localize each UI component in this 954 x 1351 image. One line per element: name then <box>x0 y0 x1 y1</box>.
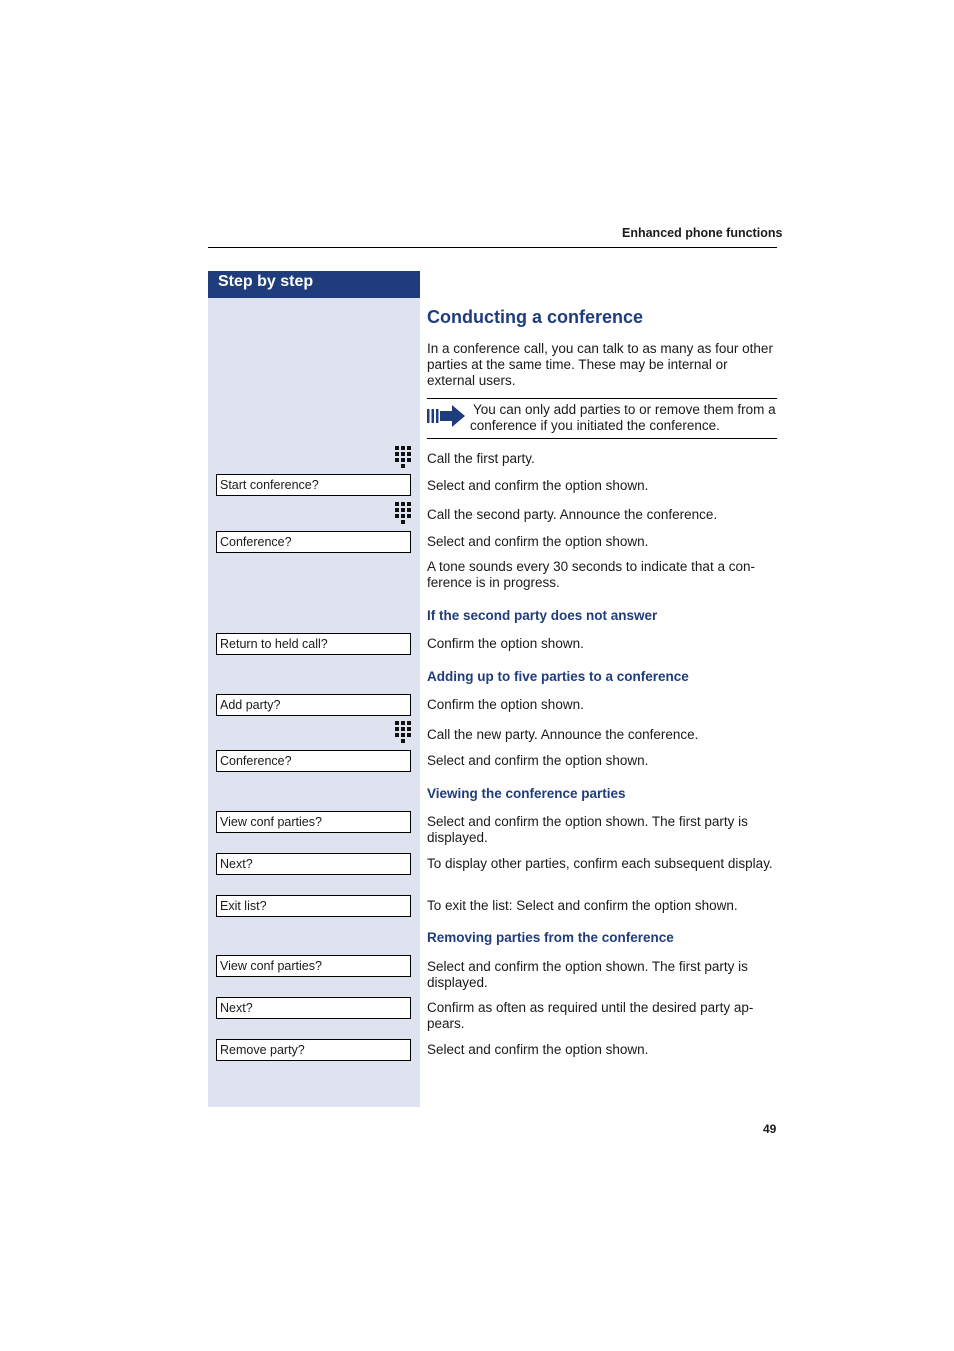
step-next-desc: To display other parties, confirm each subsequent display. <box>427 856 773 871</box>
step-view-2-desc: Select and confirm the option shown. The first party is displayed. <box>427 959 748 990</box>
display-view-conf-parties[interactable]: View conf parties? <box>216 811 411 833</box>
sidebar-title: Step by step <box>218 273 314 290</box>
step-return-desc: Confirm the option shown. <box>427 636 584 651</box>
header-divider <box>208 247 777 248</box>
display-remove-party[interactable]: Remove party? <box>216 1039 411 1061</box>
step-sidebar <box>208 271 420 1107</box>
keypad-icon <box>395 721 412 743</box>
display-next-2[interactable]: Next? <box>216 997 411 1019</box>
step-call-second: Call the second party. Announce the conference. <box>427 507 718 522</box>
step-view-desc: Select and confirm the option shown. The first party is displayed. <box>427 814 748 845</box>
step-call-first: Call the first party. <box>427 451 535 466</box>
display-view-conf-parties-2[interactable]: View conf parties? <box>216 955 411 977</box>
note-text: You can only add parties to or remove them from a conference if you initiated the conference. <box>470 402 776 433</box>
section-header: Enhanced phone functions <box>622 226 783 240</box>
step-remove-desc: Select and confirm the option shown. <box>427 1042 649 1057</box>
step-conference-desc: Select and confirm the option shown. <box>427 534 649 549</box>
display-next[interactable]: Next? <box>216 853 411 875</box>
display-start-conference[interactable]: Start conference? <box>216 474 411 496</box>
display-conference[interactable]: Conference? <box>216 531 411 553</box>
display-add-party[interactable]: Add party? <box>216 694 411 716</box>
page-title: Conducting a conference <box>427 307 644 327</box>
keypad-icon <box>395 446 412 468</box>
arrow-note-icon <box>427 404 465 428</box>
subheading-viewing: Viewing the conference parties <box>427 786 626 801</box>
step-tone-desc: A tone sounds every 30 seconds to indicate that a con-ference is in progress. <box>427 559 755 590</box>
step-start-conference-desc: Select and confirm the option shown. <box>427 478 649 493</box>
keypad-icon <box>395 502 412 524</box>
step-call-new: Call the new party. Announce the conference. <box>427 727 699 742</box>
step-next-2-desc: Confirm as often as required until the desired party ap-pears. <box>427 1000 754 1031</box>
step-conference-2-desc: Select and confirm the option shown. <box>427 753 649 768</box>
subheading-removing: Removing parties from the conference <box>427 930 674 945</box>
page-number: 49 <box>763 1122 777 1136</box>
subheading-no-answer: If the second party does not answer <box>427 608 658 623</box>
intro-text: In a conference call, you can talk to as many as four other parties at the same time. These may be internal or external users. <box>427 341 773 388</box>
display-exit-list[interactable]: Exit list? <box>216 895 411 917</box>
step-exit-desc: To exit the list: Select and confirm the option shown. <box>427 898 738 913</box>
step-add-desc: Confirm the option shown. <box>427 697 584 712</box>
subheading-adding: Adding up to five parties to a conference <box>427 669 689 684</box>
display-conference-2[interactable]: Conference? <box>216 750 411 772</box>
note-top-rule <box>427 398 777 399</box>
note-bottom-rule <box>427 438 777 439</box>
display-return-held-call[interactable]: Return to held call? <box>216 633 411 655</box>
